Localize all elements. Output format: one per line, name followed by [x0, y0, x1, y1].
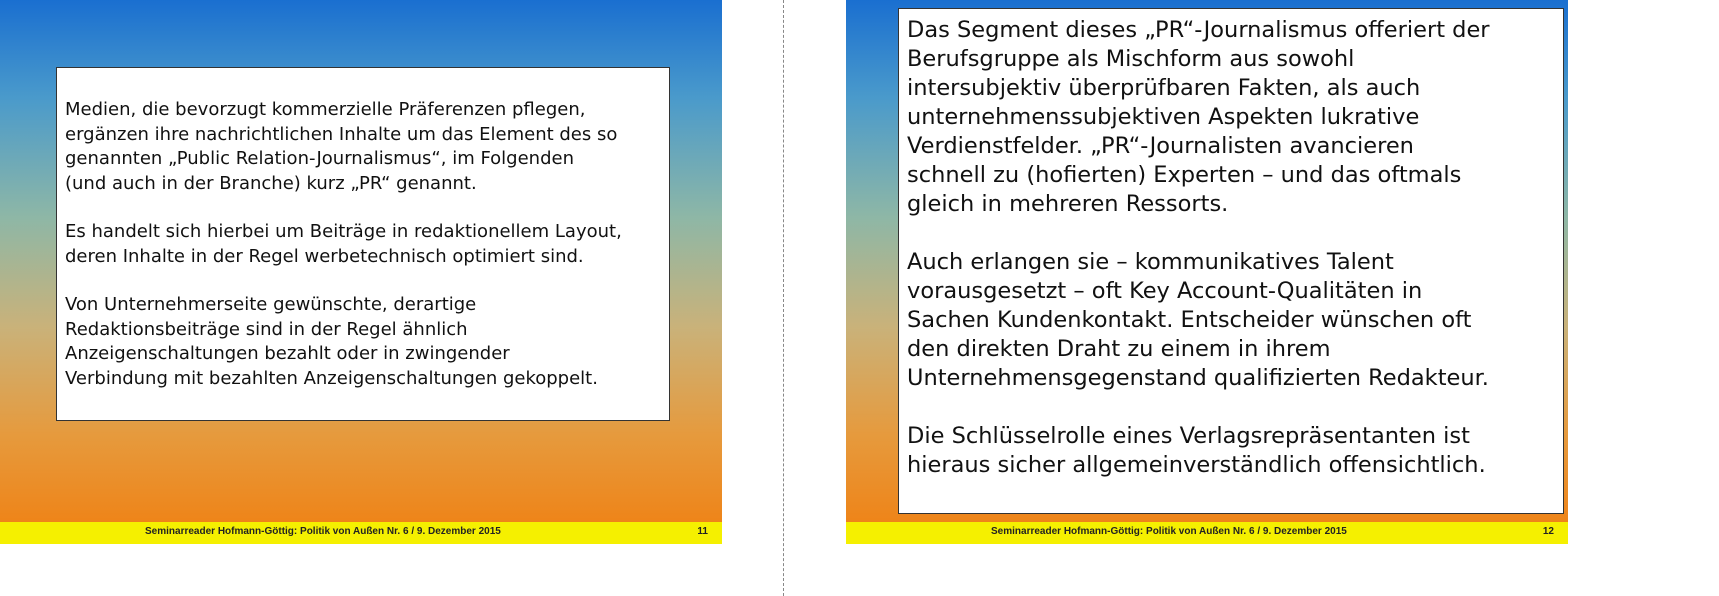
- footer-caption: Seminarreader Hofmann-Göttig: Politik von Außen Nr. 6 / 9. Dezember 2015: [145, 526, 501, 537]
- paragraph-1: [65, 98, 661, 196]
- text-line: Auch erlangen sie – kommunikatives Talent: [907, 249, 1394, 275]
- paragraph-1: [907, 16, 1555, 219]
- text-line: Berufsgruppe als Mischform aus sowohl: [907, 46, 1355, 72]
- page-divider: [783, 0, 784, 596]
- paragraph-3: [907, 422, 1555, 480]
- paragraph-2: [907, 248, 1555, 393]
- slide-page-12: [846, 0, 1568, 544]
- text-line: gleich in mehreren Ressorts.: [907, 191, 1229, 217]
- text-line: Sachen Kundenkontakt. Entscheider wünschen oft: [907, 307, 1472, 333]
- text-line: Redaktionsbeiträge sind in der Regel ähnlich: [65, 318, 468, 340]
- paragraph-2: [65, 220, 661, 269]
- slide-text-box: [56, 67, 670, 421]
- text-line: Verdienstfelder. „PR“-Journalisten avancieren: [907, 133, 1414, 159]
- slide-footer: [0, 522, 722, 544]
- page-number: 11: [697, 526, 708, 537]
- text-line: Anzeigenschaltungen bezahlt oder in zwingender: [65, 343, 510, 364]
- text-line: Es handelt sich hierbei um Beiträge in redaktionellem Layout,: [65, 221, 622, 242]
- text-line: Unternehmensgegenstand qualifizierten Redakteur.: [907, 365, 1489, 391]
- text-line: Verbindung mit bezahlten Anzeigenschaltungen gekoppelt.: [65, 367, 598, 389]
- text-line: (und auch in der Branche) kurz „PR“ genannt.: [65, 172, 477, 194]
- paragraph-3: [65, 293, 661, 391]
- text-line: genannten „Public Relation-Journalismus“, im Folgenden: [65, 148, 574, 169]
- text-line: intersubjektiv überprüfbaren Fakten, als auch: [907, 75, 1421, 101]
- text-line: ergänzen ihre nachrichtlichen Inhalte um das Element des so: [65, 123, 618, 145]
- slide-page-11: [0, 0, 722, 544]
- text-line: Von Unternehmerseite gewünschte, derartige: [65, 294, 477, 315]
- page-number: 12: [1542, 526, 1554, 537]
- slide-footer: [846, 522, 1568, 544]
- text-line: deren Inhalte in der Regel werbetechnisch optimiert sind.: [65, 245, 584, 267]
- slide-text-box: [898, 8, 1564, 514]
- text-line: hieraus sicher allgemeinverständlich offensichtlich.: [907, 452, 1486, 478]
- text-line: Das Segment dieses „PR“-Journalismus offeriert der: [907, 17, 1490, 43]
- text-line: unternehmenssubjektiven Aspekten lukrative: [907, 104, 1420, 130]
- text-line: vorausgesetzt – oft Key Account-Qualitäten in: [907, 278, 1423, 304]
- text-line: Medien, die bevorzugt kommerzielle Präferenzen pflegen,: [65, 99, 586, 120]
- footer-caption: Seminarreader Hofmann-Göttig: Politik von Außen Nr. 6 / 9. Dezember 2015: [991, 526, 1347, 537]
- text-line: den direkten Draht zu einem in ihrem: [907, 336, 1331, 362]
- text-line: schnell zu (hofierten) Experten – und das oftmals: [907, 162, 1462, 188]
- text-line: Die Schlüsselrolle eines Verlagsrepräsentanten ist: [907, 423, 1470, 449]
